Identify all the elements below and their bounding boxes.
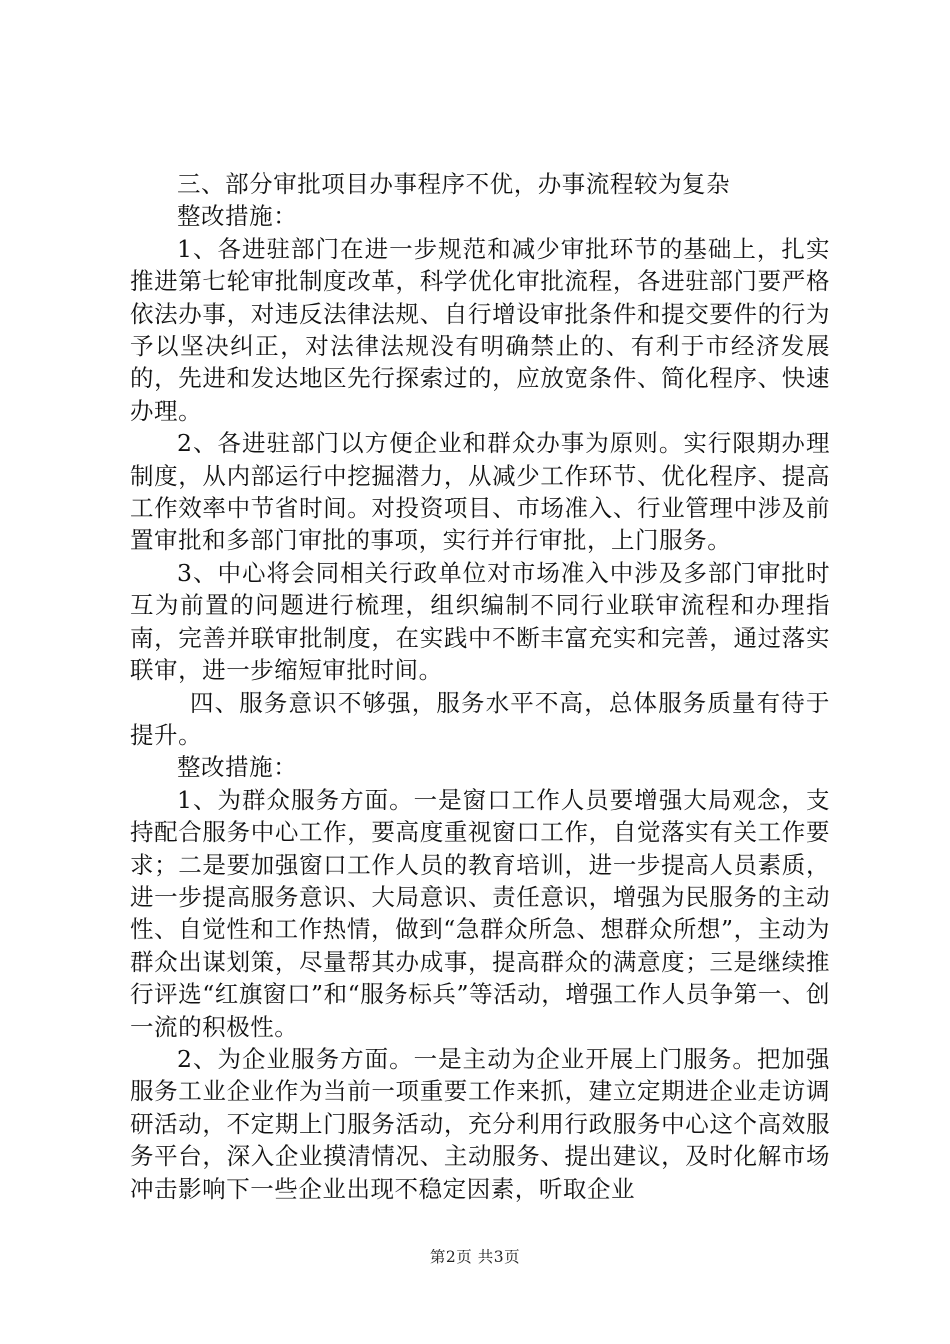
paragraph-measure-3: 3、中心将会同相关行政单位对市场准入中涉及多部门审批时互为前置的问题进行梳理，组织编制不同行业联审流程和办理指南，完善并联审批制度，在实践中不断丰富充实和完善，通过落实联审，进一步缩短审批时间。 [130,558,830,685]
paragraph-public-service: 1、为群众服务方面。一是窗口工作人员要增强大局观念，支持配合服务中心工作，要高度重视窗口工作，自觉落实有关工作要求；二是要加强窗口工作人员的教育培训，进一步提高人员素质，进一步提高服务意识、大局意识、责任意识，增强为民服务的主动性、自觉性和工作热情，做到“急群众所急、想群众所想”，主动为群众出谋划策，尽量帮其办成事，提高群众的满意度；三是继续推行评选“红旗窗口”和“服务标兵”等活动，增强工作人员争第一、创一流的积极性。 [130,785,830,1041]
measures-label-2: 整改措施： [177,753,298,782]
paragraph-enterprise-service: 2、为企业服务方面。一是主动为企业开展上门服务。把加强服务工业企业作为当前一项重要工作来抓，建立定期进企业走访调研活动，不定期上门服务活动，充分利用行政服务中心这个高效服务平台，深入企业摸清情况、主动服务、提出建议，及时化解市场冲击影响下一些企业出现不稳定因素，听取企业 [130,1044,830,1203]
measures-label-1: 整改措施： [177,202,298,231]
page-footer: 第2页 共3页 [429,1248,521,1266]
section-heading-4: 四、服务意识不够强，服务水平不高，总体服务质量有待于提升。 [130,688,830,749]
paragraph-measure-2: 2、各进驻部门以方便企业和群众办事为原则。实行限期办理制度，从内部运行中挖掘潜力，从减少工作环节、优化程序、提高工作效率中节省时间。对投资项目、市场准入、行业管理中涉及前置审批和多部门审批的事项，实行并行审批，上门服务。 [130,429,830,555]
document-body [130,168,830,1205]
paragraph-measure-1: 1、各进驻部门在进一步规范和减少审批环节的基础上，扎实推进第七轮审批制度改革，科学优化审批流程，各进驻部门要严格依法办事，对违反法律法规、自行增设审批条件和提交要件的行为予以坚决纠正，对法律法规没有明确禁止的、有利于市经济发展的，先进和发达地区先行探索过的，应放宽条件、简化程序、快速办理。 [130,234,830,425]
section-heading-3: 三、部分审批项目办事程序不优，办事流程较为复杂 [177,170,731,198]
